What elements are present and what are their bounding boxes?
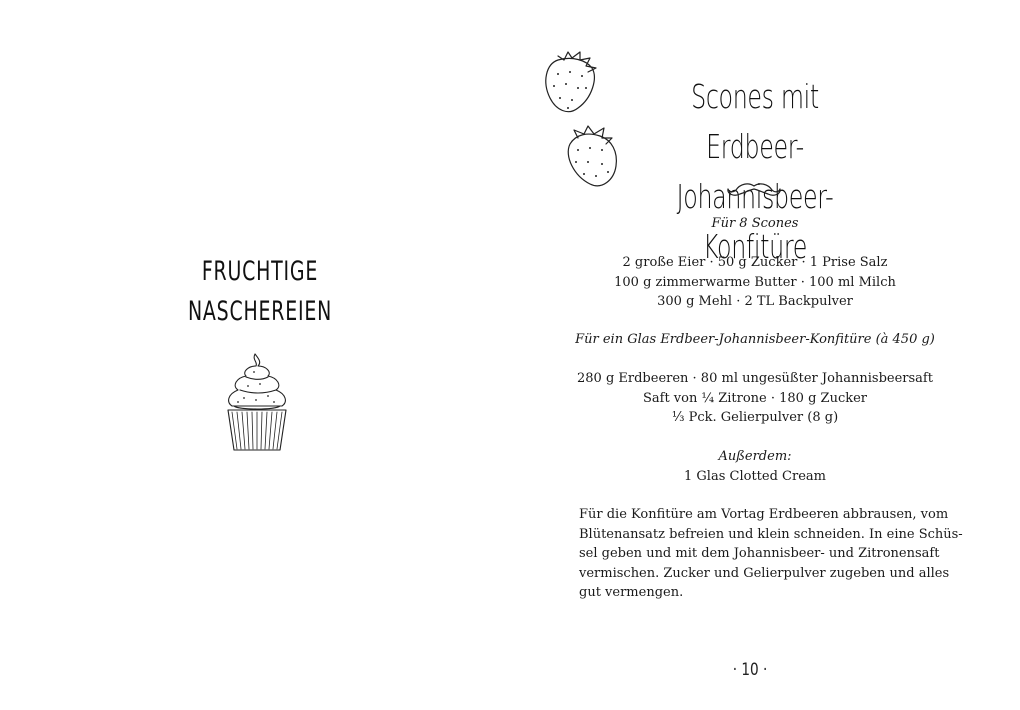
ingredient-line: 300 g Mehl · 2 TL Backpulver	[657, 294, 853, 309]
jam-heading-text: Für ein Glas Erdbeer-Johannisbeer-Konfitüre (à 450 g)	[575, 332, 935, 347]
recipe-title-line: Johannisbeer-Konfitüre	[676, 177, 834, 266]
ingredient-line: ⅓ Pck. Gelierpulver (8 g)	[671, 410, 839, 425]
recipe-title	[651, 72, 860, 272]
instruction-line: gut vermengen.	[579, 585, 684, 600]
ingredients-scones	[560, 253, 950, 312]
instruction-line: Für die Konfitüre am Vortag Erdbeeren abbrausen, vom	[579, 507, 949, 522]
ingredient-line: 2 große Eier · 50 g Zucker · 1 Prise Salz	[622, 255, 888, 270]
instruction-line: Blütenansatz befreien und klein schneiden. In eine Schüs-	[579, 526, 963, 542]
servings-text: Für 8 Scones	[711, 216, 799, 231]
ingredient-line: 1 Glas Clotted Cream	[684, 468, 826, 484]
strawberry-icon	[556, 120, 628, 192]
page-number: · 10 ·	[732, 660, 768, 680]
ingredients-jam	[560, 369, 950, 428]
ingredient-line: 280 g Erdbeeren · 80 ml ungesüßter Johannisbeersaft	[577, 371, 933, 386]
jam-heading	[560, 330, 950, 350]
ingredient-line: Saft von ¼ Zitrone · 180 g Zucker	[642, 390, 868, 406]
section-title-line: NASCHEREIEN	[187, 296, 333, 327]
section-title	[174, 252, 346, 332]
mustache-icon	[726, 180, 782, 198]
recipe-title-line: Scones mit Erdbeer-	[691, 77, 819, 166]
instructions	[579, 505, 963, 603]
servings	[560, 214, 950, 234]
instruction-line: sel geben und mit dem Johannisbeer- und Zitronensaft	[579, 546, 940, 561]
extra-heading: Außerdem:	[718, 449, 792, 464]
ingredient-line: 100 g zimmerwarme Butter · 100 ml Milch	[614, 274, 896, 290]
section-title-line: FRUCHTIGE	[201, 256, 319, 287]
cupcake-icon	[218, 350, 296, 454]
extra-ingredients	[560, 447, 950, 486]
strawberry-icon	[538, 48, 610, 120]
instruction-line: vermischen. Zucker und Gelierpulver zugeben und alles	[579, 565, 950, 581]
